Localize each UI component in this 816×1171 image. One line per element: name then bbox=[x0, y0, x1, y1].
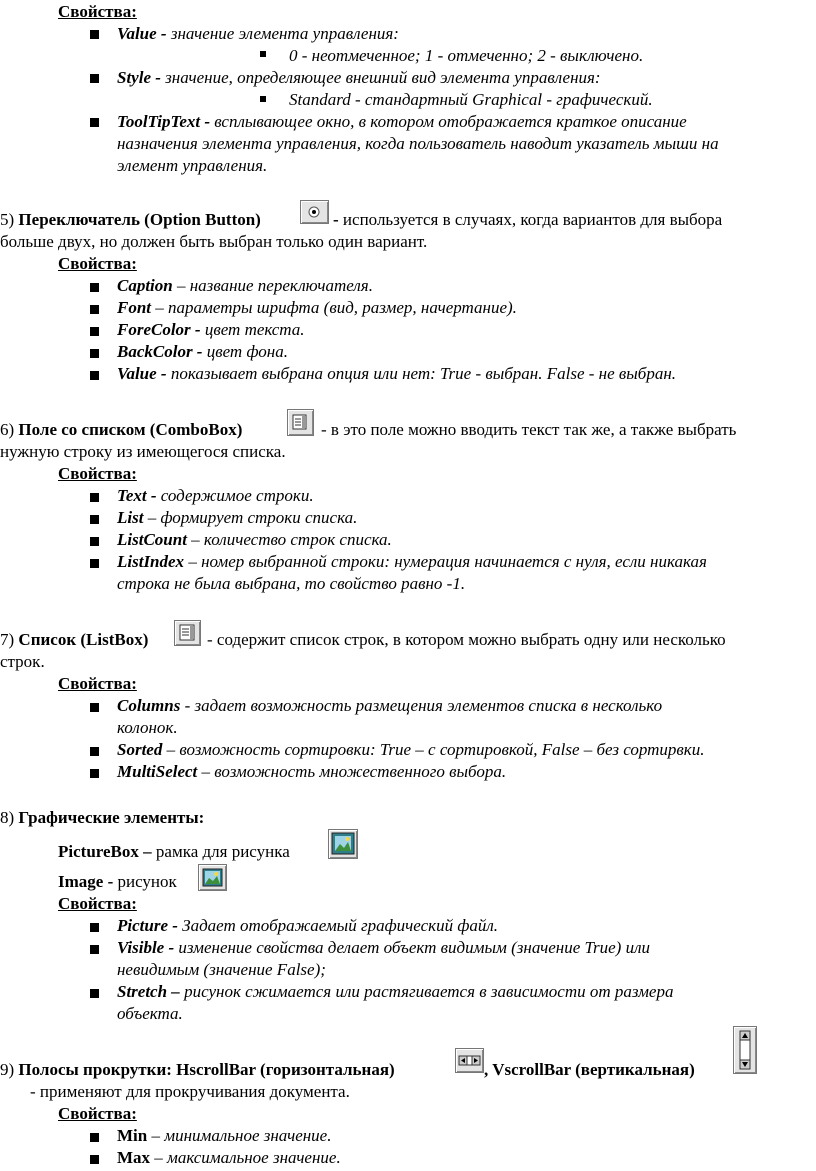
prop-backcolor: BackColor - цвет фона. bbox=[117, 342, 288, 361]
bullet-icon bbox=[90, 515, 99, 524]
section-5-title: 5) Переключатель (Option Button) bbox=[0, 210, 261, 229]
sub-value-states: 0 - неотмеченное; 1 - отмеченно; 2 - выключено. bbox=[289, 46, 644, 65]
prop-font: Font – параметры шрифта (вид, размер, начертание). bbox=[117, 298, 517, 317]
section-5-desc: - используется в случаях, когда вариантов для выбора bbox=[333, 210, 723, 229]
prop-forecolor: ForeColor - цвет текста. bbox=[117, 320, 305, 339]
bullet-icon bbox=[90, 1155, 99, 1164]
prop-tooltiptext-cont: элемент управления. bbox=[117, 156, 268, 175]
section-7-desc: - содержит список строк, в котором можно выбрать одну или несколько bbox=[207, 630, 726, 649]
properties-heading-9: Свойства: bbox=[58, 1104, 137, 1123]
bullet-icon bbox=[90, 1133, 99, 1142]
combobox-icon bbox=[287, 409, 314, 436]
prop-listindex-cont: строка не была выбрана, то свойство равно -1. bbox=[117, 574, 466, 593]
bullet-icon bbox=[90, 559, 99, 568]
listbox-icon bbox=[174, 620, 201, 646]
prop-stretch-cont: объекта. bbox=[117, 1004, 183, 1023]
prop-multiselect: MultiSelect – возможность множественного выбора. bbox=[117, 762, 507, 781]
bullet-icon bbox=[90, 118, 99, 127]
section-6-desc: - в это поле можно вводить текст так же, а также выбрать bbox=[321, 420, 737, 439]
properties-heading-6: Свойства: bbox=[58, 464, 137, 483]
section-7-desc-cont: строк. bbox=[0, 652, 45, 671]
bullet-icon bbox=[90, 371, 99, 380]
bullet-icon bbox=[90, 989, 99, 998]
properties-heading-1: Свойства: bbox=[58, 2, 137, 21]
image-icon bbox=[198, 864, 227, 891]
image-line: Image - рисунок bbox=[58, 872, 177, 891]
prop-visible: Visible - изменение свойства делает объект видимым (значение True) или bbox=[117, 938, 651, 957]
bullet-icon bbox=[90, 349, 99, 358]
bullet-icon bbox=[90, 493, 99, 502]
hscrollbar-icon bbox=[455, 1048, 484, 1073]
prop-visible-cont: невидимым (значение False); bbox=[117, 960, 326, 979]
bullet-icon bbox=[90, 327, 99, 336]
bullet-icon bbox=[90, 703, 99, 712]
prop-listindex: ListIndex – номер выбранной строки: нумерация начинается с нуля, если никакая bbox=[117, 552, 707, 571]
prop-list: List – формирует строки списка. bbox=[117, 508, 358, 527]
section-9-desc: - применяют для прокручивания документа. bbox=[30, 1082, 350, 1101]
bullet-icon bbox=[90, 923, 99, 932]
prop-tooltiptext-cont: назначения элемента управления, когда пользователь наводит указатель мыши на bbox=[117, 134, 719, 153]
prop-max: Max – максимальное значение. bbox=[117, 1148, 341, 1167]
prop-text: Text - содержимое строки. bbox=[117, 486, 314, 505]
bullet-icon bbox=[90, 537, 99, 546]
properties-heading-7: Свойства: bbox=[58, 674, 137, 693]
bullet-icon bbox=[90, 283, 99, 292]
properties-heading-8: Свойства: bbox=[58, 894, 137, 913]
section-6-title: 6) Поле со списком (ComboBox) bbox=[0, 420, 243, 439]
bullet-icon bbox=[90, 747, 99, 756]
bullet-icon bbox=[90, 305, 99, 314]
sub-bullet-icon bbox=[260, 96, 266, 102]
prop-min: Min – минимальное значение. bbox=[117, 1126, 332, 1145]
picturebox-icon bbox=[328, 829, 358, 859]
prop-columns: Columns - задает возможность размещения элементов списка в несколько bbox=[117, 696, 663, 715]
section-9-title: 9) Полосы прокрутки: HscrollBar (горизонтальная) bbox=[0, 1060, 395, 1079]
properties-heading-5: Свойства: bbox=[58, 254, 137, 273]
prop-listcount: ListCount – количество строк списка. bbox=[117, 530, 392, 549]
section-8-title: 8) Графические элементы: bbox=[0, 808, 205, 827]
prop-value-1: Value - значение элемента управления: bbox=[117, 24, 399, 43]
bullet-icon bbox=[90, 30, 99, 39]
section-6-desc-cont: нужную строку из имеющегося списка. bbox=[0, 442, 286, 461]
bullet-icon bbox=[90, 74, 99, 83]
vscrollbar-icon bbox=[733, 1026, 757, 1074]
bullet-icon bbox=[90, 945, 99, 954]
picturebox-line: PictureBox – рамка для рисунка bbox=[58, 842, 290, 861]
bullet-icon bbox=[90, 769, 99, 778]
prop-columns-cont: колонок. bbox=[117, 718, 178, 737]
section-7-title: 7) Список (ListBox) bbox=[0, 630, 149, 649]
sub-bullet-icon bbox=[260, 51, 266, 57]
section-5-desc-cont: больше двух, но должен быть выбран только один вариант. bbox=[0, 232, 428, 251]
prop-style: Style - значение, определяющее внешний вид элемента управления: bbox=[117, 68, 601, 87]
prop-stretch: Stretch – рисунок сжимается или растягивается в зависимости от размера bbox=[117, 982, 674, 1001]
section-9-title-b: , VscrollBar (вертикальная) bbox=[484, 1060, 695, 1079]
prop-tooltiptext: ToolTipText - всплывающее окно, в котором отображается краткое описание bbox=[117, 112, 687, 131]
prop-picture: Picture - Задает отображаемый графический файл. bbox=[117, 916, 499, 935]
prop-value-5: Value - показывает выбрана опция или нет: True - выбран. False - не выбран. bbox=[117, 364, 677, 383]
prop-caption: Caption – название переключателя. bbox=[117, 276, 373, 295]
option-button-icon bbox=[300, 200, 329, 224]
sub-style-values: Standard - стандартный Graphical - графический. bbox=[289, 90, 653, 109]
prop-sorted: Sorted – возможность сортировки: True – с сортировкой, False – без сортирвки. bbox=[117, 740, 705, 759]
